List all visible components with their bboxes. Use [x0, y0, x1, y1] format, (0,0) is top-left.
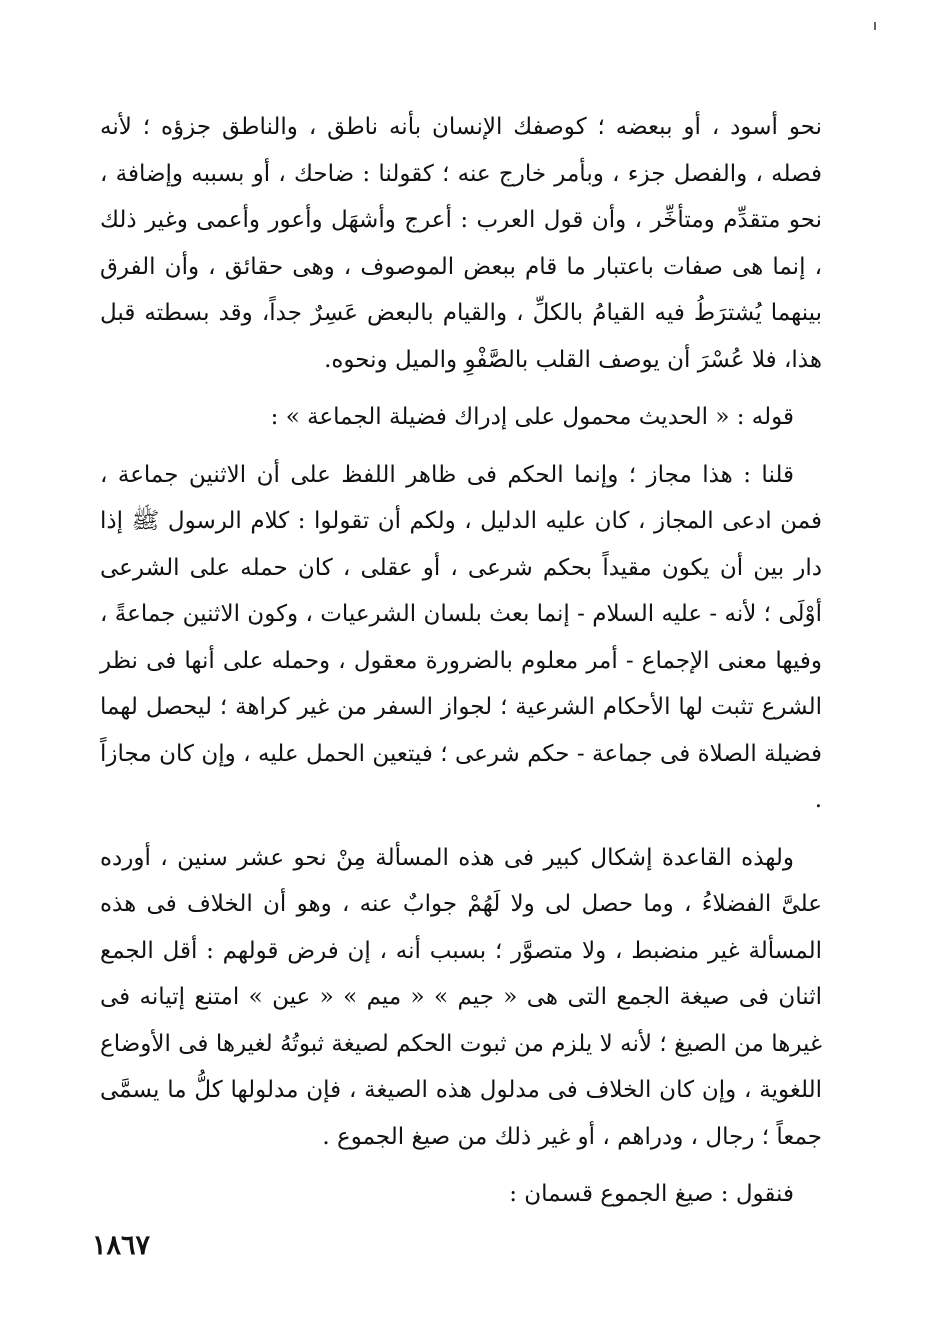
paragraph-3: قلنا : هذا مجاز ؛ وإنما الحكم فى ظاهر اللفظ على أن الاثنين جماعة ، فمن ادعى المجاز ، كان عليه الدليل ، ولكم أن تقولوا : كلام الرسول ﷺ إذا دار بين أن يكون مقيداً بحكم شرعى ، أو عقلى ، كان حمله على الشرعى أوْلَى ؛ لأنه - عليه السلام - إنما بعث بلسان الشرعيات ، وكون الاثنين جماعةً ، وفيها معنى الإجماع - أمر معلوم بالضرورة معقول ، وحمله على أنها فى نظر الشرع تثبت لها الأحكام الشرعية ؛ لجواز السفر من غير كراهة ؛ ليحصل لهما فضيلة الصلاة فى جماعة - حكم شرعى ؛ فيتعين الحمل عليه ، وإن كان مجازاً . [100, 461, 822, 813]
paragraph-2-heading: قوله : « الحديث محمول على إدراك فضيلة الجماعة » : [270, 404, 794, 430]
page-body [100, 104, 822, 1218]
paragraph-5: فنقول : صيغ الجموع قسمان : [509, 1181, 794, 1207]
paragraph-4: ولهذه القاعدة إشكال كبير فى هذه المسألة مِنْ نحو عشر سنين ، أورده علىَّ الفضلاءُ ، وما حصل لى ولا لَهُمْ جوابٌ عنه ، وهو أن الخلاف فى هذه المسألة غير منضبط ، ولا متصوَّر ؛ بسبب أنه ، إن فرض قولهم : أقل الجمع اثنان فى صيغة الجمع التى هى « جيم » « ميم » « عين » امتنع إتيانه فى غيرها من الصيغ ؛ لأنه لا يلزم من ثبوت الحكم لصيغة ثبوتُهُ لغيرها فى الأوضاع اللغوية ، وإن كان الخلاف فى مدلول هذه الصيغة ، فإن مدلولها كلُّ ما يسمَّى جمعاً ؛ رجال ، ودراهم ، أو غير ذلك من صيغ الجموع . [100, 844, 822, 1150]
paragraph-1: نحو أسود ، أو ببعضه ؛ كوصفك الإنسان بأنه ناطق ، والناطق جزؤه ؛ لأنه فصله ، والفصل جزء ، وبأمر خارج عنه ؛ كقولنا : ضاحك ، أو بسببه وإضافة ، نحو متقدِّم ومتأخِّر ، وأن قول العرب : أعرج وأشهَل وأعور وأعمى وغير ذلك ، إنما هى صفات باعتبار ما قام ببعض الموصوف ، وهى حقائق ، وأن الفرق بينهما يُشترَطُ فيه القيامُ بالكلِّ ، والقيام بالبعض عَسِرٌ جداً، وقد بسطته قبل هذا، فلا عُسْرَ أن يوصف القلب بالصَّفْوِ والميل ونحوه. [100, 114, 822, 373]
page-number: ١٨٦٧ [92, 1230, 151, 1261]
page-edge-mark [874, 22, 876, 30]
